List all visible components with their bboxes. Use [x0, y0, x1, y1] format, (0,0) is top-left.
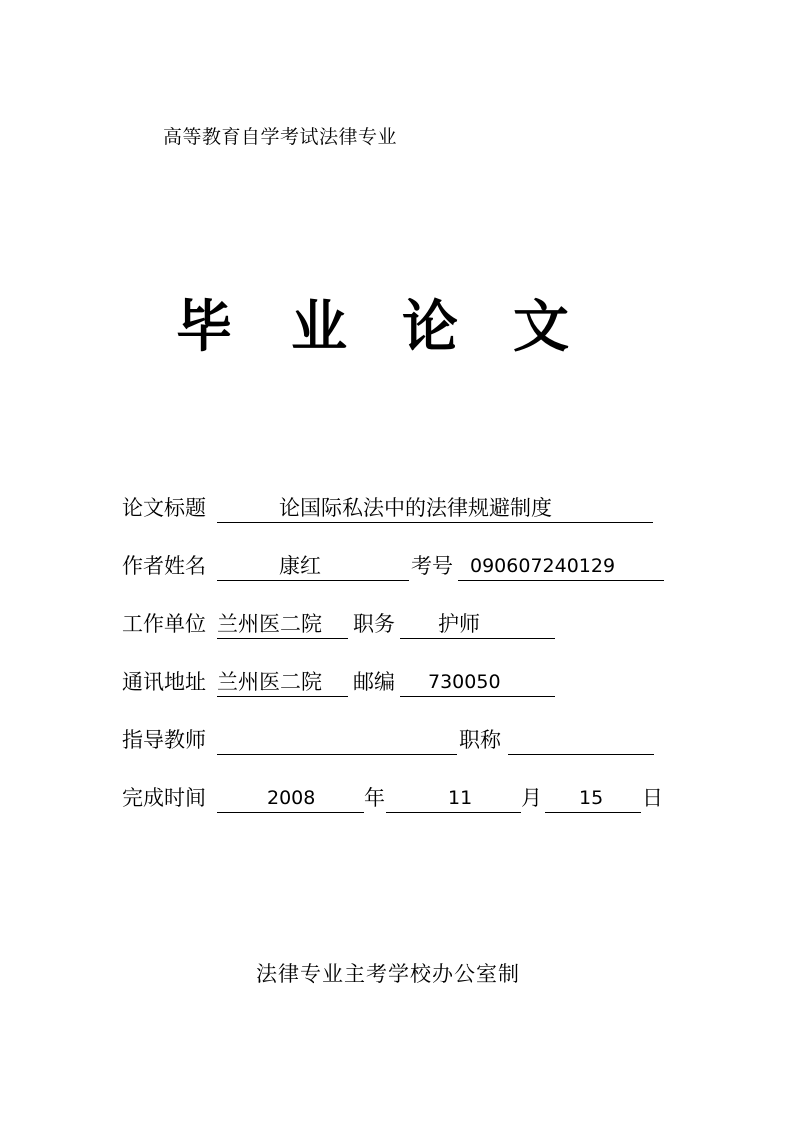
postcode-field — [400, 667, 555, 697]
postcode-label: 邮编 — [353, 670, 395, 694]
exam-no-field — [458, 551, 664, 581]
exam-no-value: 090607240129 — [470, 555, 616, 577]
year-unit: 年 — [364, 786, 385, 810]
completion-year-value: 2008 — [267, 787, 316, 809]
author-field — [217, 551, 409, 581]
title-char-1: 毕 — [176, 295, 232, 360]
position-label: 职务 — [353, 612, 395, 636]
position-value: 护师 — [438, 612, 480, 636]
thesis-title-value: 论国际私法中的法律规避制度 — [279, 496, 552, 520]
author-value: 康红 — [279, 554, 321, 578]
address-value: 兰州医二院 — [217, 670, 322, 694]
position-field — [400, 609, 555, 639]
completion-month-value: 11 — [448, 787, 473, 809]
completion-year-field — [217, 783, 364, 813]
thesis-title-label: 论文标题 — [122, 496, 206, 520]
advisor-label: 指导教师 — [122, 728, 206, 752]
thesis-title-field — [217, 493, 653, 523]
completion-month-field — [386, 783, 521, 813]
author-label: 作者姓名 — [122, 554, 206, 578]
advisor-title-label: 职称 — [459, 728, 501, 752]
completion-day-value: 15 — [579, 787, 604, 809]
advisor-field — [217, 725, 457, 755]
exam-no-label: 考号 — [411, 554, 453, 578]
workplace-field — [217, 609, 348, 639]
title-char-4: 文 — [513, 295, 569, 360]
exam-program-header: 高等教育自学考试法律专业 — [163, 126, 398, 148]
issuing-office-footer: 法律专业主考学校办公室制 — [256, 962, 520, 986]
advisor-title-field — [508, 725, 654, 755]
address-label: 通讯地址 — [122, 670, 206, 694]
workplace-label: 工作单位 — [122, 612, 206, 636]
day-unit: 日 — [642, 786, 663, 810]
month-unit: 月 — [521, 786, 542, 810]
title-char-3: 论 — [402, 295, 458, 360]
completion-day-field — [545, 783, 641, 813]
address-field — [217, 667, 348, 697]
postcode-value: 730050 — [428, 671, 501, 693]
completion-label: 完成时间 — [122, 786, 206, 810]
workplace-value: 兰州医二院 — [217, 612, 322, 636]
title-char-2: 业 — [291, 295, 347, 360]
